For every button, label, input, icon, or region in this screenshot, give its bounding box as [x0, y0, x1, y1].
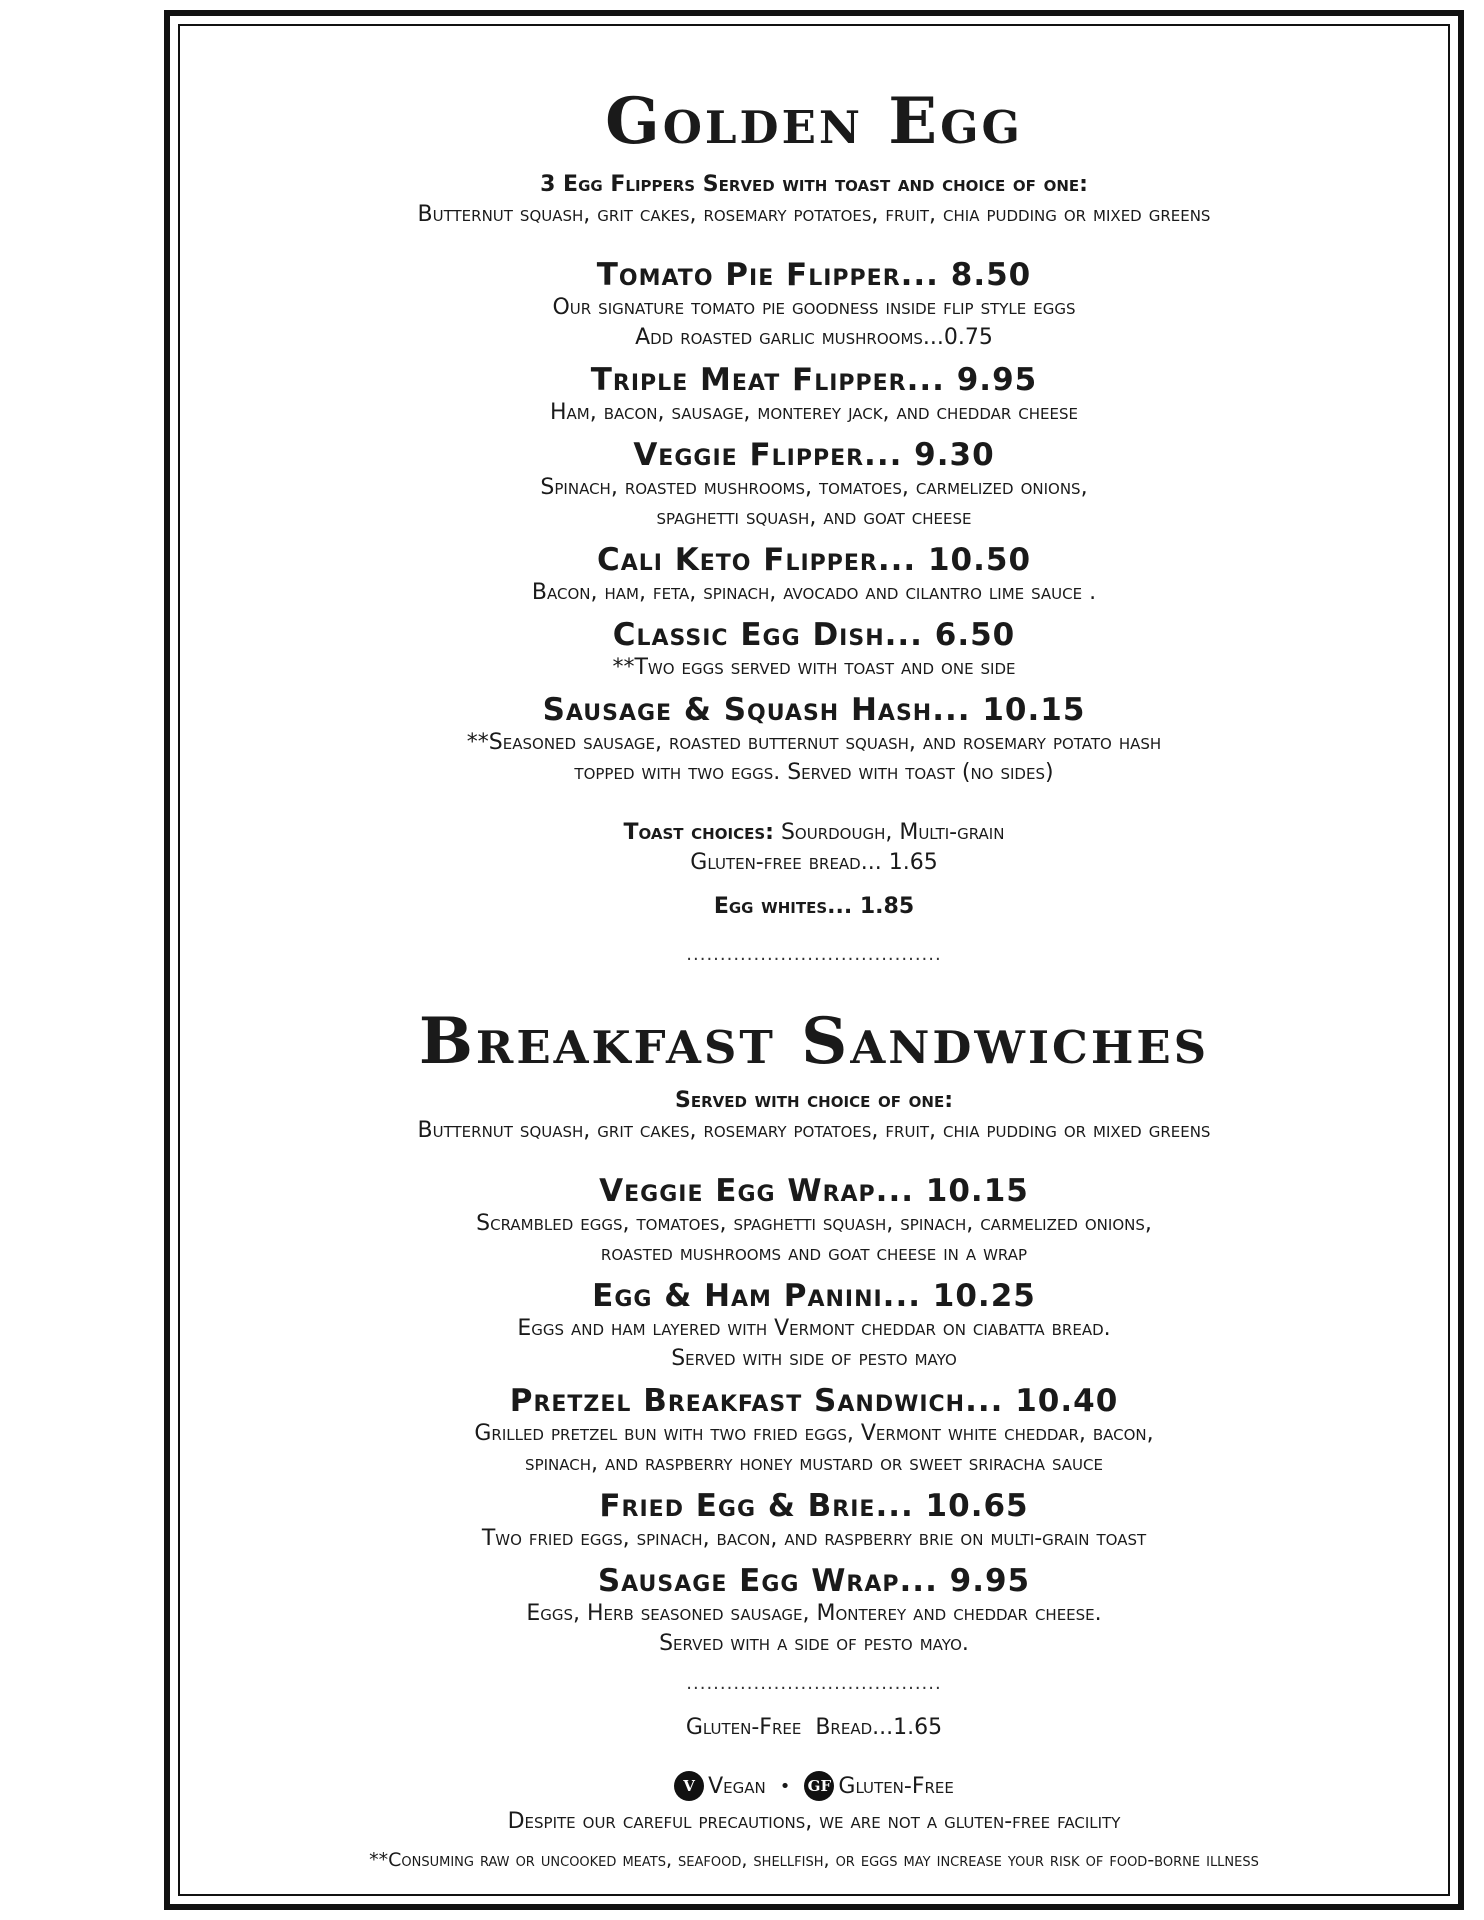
- legend-separator: •: [779, 1775, 791, 1797]
- sandwiches-intro: Served with choice of one:: [675, 1088, 953, 1113]
- item-title: Fried Egg & Brie... 10.65: [599, 1488, 1029, 1524]
- item-description: **Two eggs served with toast and one side: [612, 655, 1016, 680]
- food-safety-warning: **Consuming raw or uncooked meats, seafood, shellfish, or eggs may increase your risk of food-borne illness: [369, 1849, 1259, 1871]
- menu-page: [180, 26, 1448, 1875]
- menu-item: [180, 1173, 1448, 1269]
- golden-egg-sides: Butternut squash, grit cakes, rosemary potatoes, fruit, chia pudding or mixed greens: [417, 202, 1211, 227]
- gluten-free-label: Gluten-Free: [838, 1773, 954, 1799]
- gluten-free-bread: Gluten-free bread... 1.65: [690, 850, 938, 875]
- item-title: Sausage & Squash Hash... 10.15: [542, 692, 1086, 728]
- menu-item: [180, 692, 1448, 788]
- item-description: spaghetti squash, and goat cheese: [656, 505, 972, 530]
- menu-item: [180, 1563, 1448, 1659]
- gluten-free-legend: [804, 1771, 953, 1801]
- item-description: Our signature tomato pie goodness inside flip style eggs: [552, 295, 1076, 320]
- divider: ......................................: [686, 944, 942, 965]
- golden-egg-intro: 3 Egg Flippers Served with toast and choice of one:: [540, 172, 1088, 197]
- item-title: Egg & Ham Panini... 10.25: [592, 1278, 1036, 1314]
- vegan-legend: [674, 1771, 766, 1801]
- golden-egg-section: [180, 84, 1448, 965]
- menu-item: [180, 1488, 1448, 1554]
- egg-whites: Egg whites... 1.85: [713, 894, 915, 919]
- item-description: spinach, and raspberry honey mustard or sweet sriracha sauce: [525, 1451, 1103, 1476]
- item-description: Bacon, ham, feta, spinach, avocado and cilantro lime sauce .: [531, 580, 1097, 605]
- golden-egg-title: Golden Egg: [605, 84, 1023, 159]
- item-description: Two fried eggs, spinach, bacon, and raspberry brie on multi-grain toast: [481, 1526, 1147, 1551]
- item-description: Add roasted garlic mushrooms...0.75: [635, 325, 993, 350]
- menu-item: [180, 257, 1448, 353]
- item-description: topped with two eggs. Served with toast (no sides): [574, 760, 1054, 785]
- item-description: roasted mushrooms and goat cheese in a wrap: [600, 1241, 1028, 1266]
- item-title: Tomato Pie Flipper... 8.50: [596, 257, 1032, 293]
- item-description: Ham, bacon, sausage, monterey jack, and cheddar cheese: [549, 400, 1079, 425]
- item-description: Grilled pretzel bun with two fried eggs, Vermont white cheddar, bacon,: [474, 1421, 1154, 1446]
- item-description: Served with side of pesto mayo: [671, 1346, 957, 1371]
- item-title: Classic Egg Dish... 6.50: [612, 617, 1016, 653]
- dietary-legend: [180, 1771, 1448, 1801]
- item-title: Cali Keto Flipper... 10.50: [596, 542, 1032, 578]
- item-description: Eggs and ham layered with Vermont cheddar on ciabatta bread.: [517, 1316, 1111, 1341]
- toast-choices: [180, 818, 1448, 848]
- menu-item: [180, 542, 1448, 608]
- vegan-label: Vegan: [708, 1773, 766, 1799]
- menu-item: [180, 1278, 1448, 1374]
- menu-item: [180, 1383, 1448, 1479]
- menu-item: [180, 617, 1448, 683]
- divider: ......................................: [686, 1673, 942, 1694]
- gluten-disclaimer: Despite our careful precautions, we are not a gluten-free facility: [507, 1809, 1121, 1834]
- item-description: Eggs, Herb seasoned sausage, Monterey and cheddar cheese.: [526, 1601, 1102, 1626]
- vegan-icon: V: [674, 1771, 704, 1801]
- item-description: **Seasoned sausage, roasted butternut squash, and rosemary potato hash: [466, 730, 1162, 755]
- gluten-free-bread: Gluten-Free Bread...1.65: [685, 1715, 943, 1740]
- toast-label: Toast choices:: [623, 820, 774, 845]
- menu-item: [180, 437, 1448, 533]
- item-title: Sausage Egg Wrap... 9.95: [597, 1563, 1031, 1599]
- item-description: Served with a side of pesto mayo.: [659, 1631, 969, 1656]
- menu-item: [180, 362, 1448, 428]
- sandwiches-sides: Butternut squash, grit cakes, rosemary potatoes, fruit, chia pudding or mixed greens: [417, 1118, 1211, 1143]
- sandwiches-section: [180, 1004, 1448, 1743]
- item-title: Triple Meat Flipper... 9.95: [590, 362, 1038, 398]
- item-title: Veggie Flipper... 9.30: [633, 437, 995, 473]
- sandwiches-title: Breakfast Sandwiches: [418, 1004, 1210, 1079]
- toast-options: Sourdough, Multi-grain: [780, 820, 1005, 845]
- item-title: Pretzel Breakfast Sandwich... 10.40: [509, 1383, 1119, 1419]
- item-description: Spinach, roasted mushrooms, tomatoes, carmelized onions,: [540, 475, 1088, 500]
- item-title: Veggie Egg Wrap... 10.15: [599, 1173, 1029, 1209]
- gluten-free-icon: GF: [804, 1771, 834, 1801]
- item-description: Scrambled eggs, tomatoes, spaghetti squash, spinach, carmelized onions,: [476, 1211, 1152, 1236]
